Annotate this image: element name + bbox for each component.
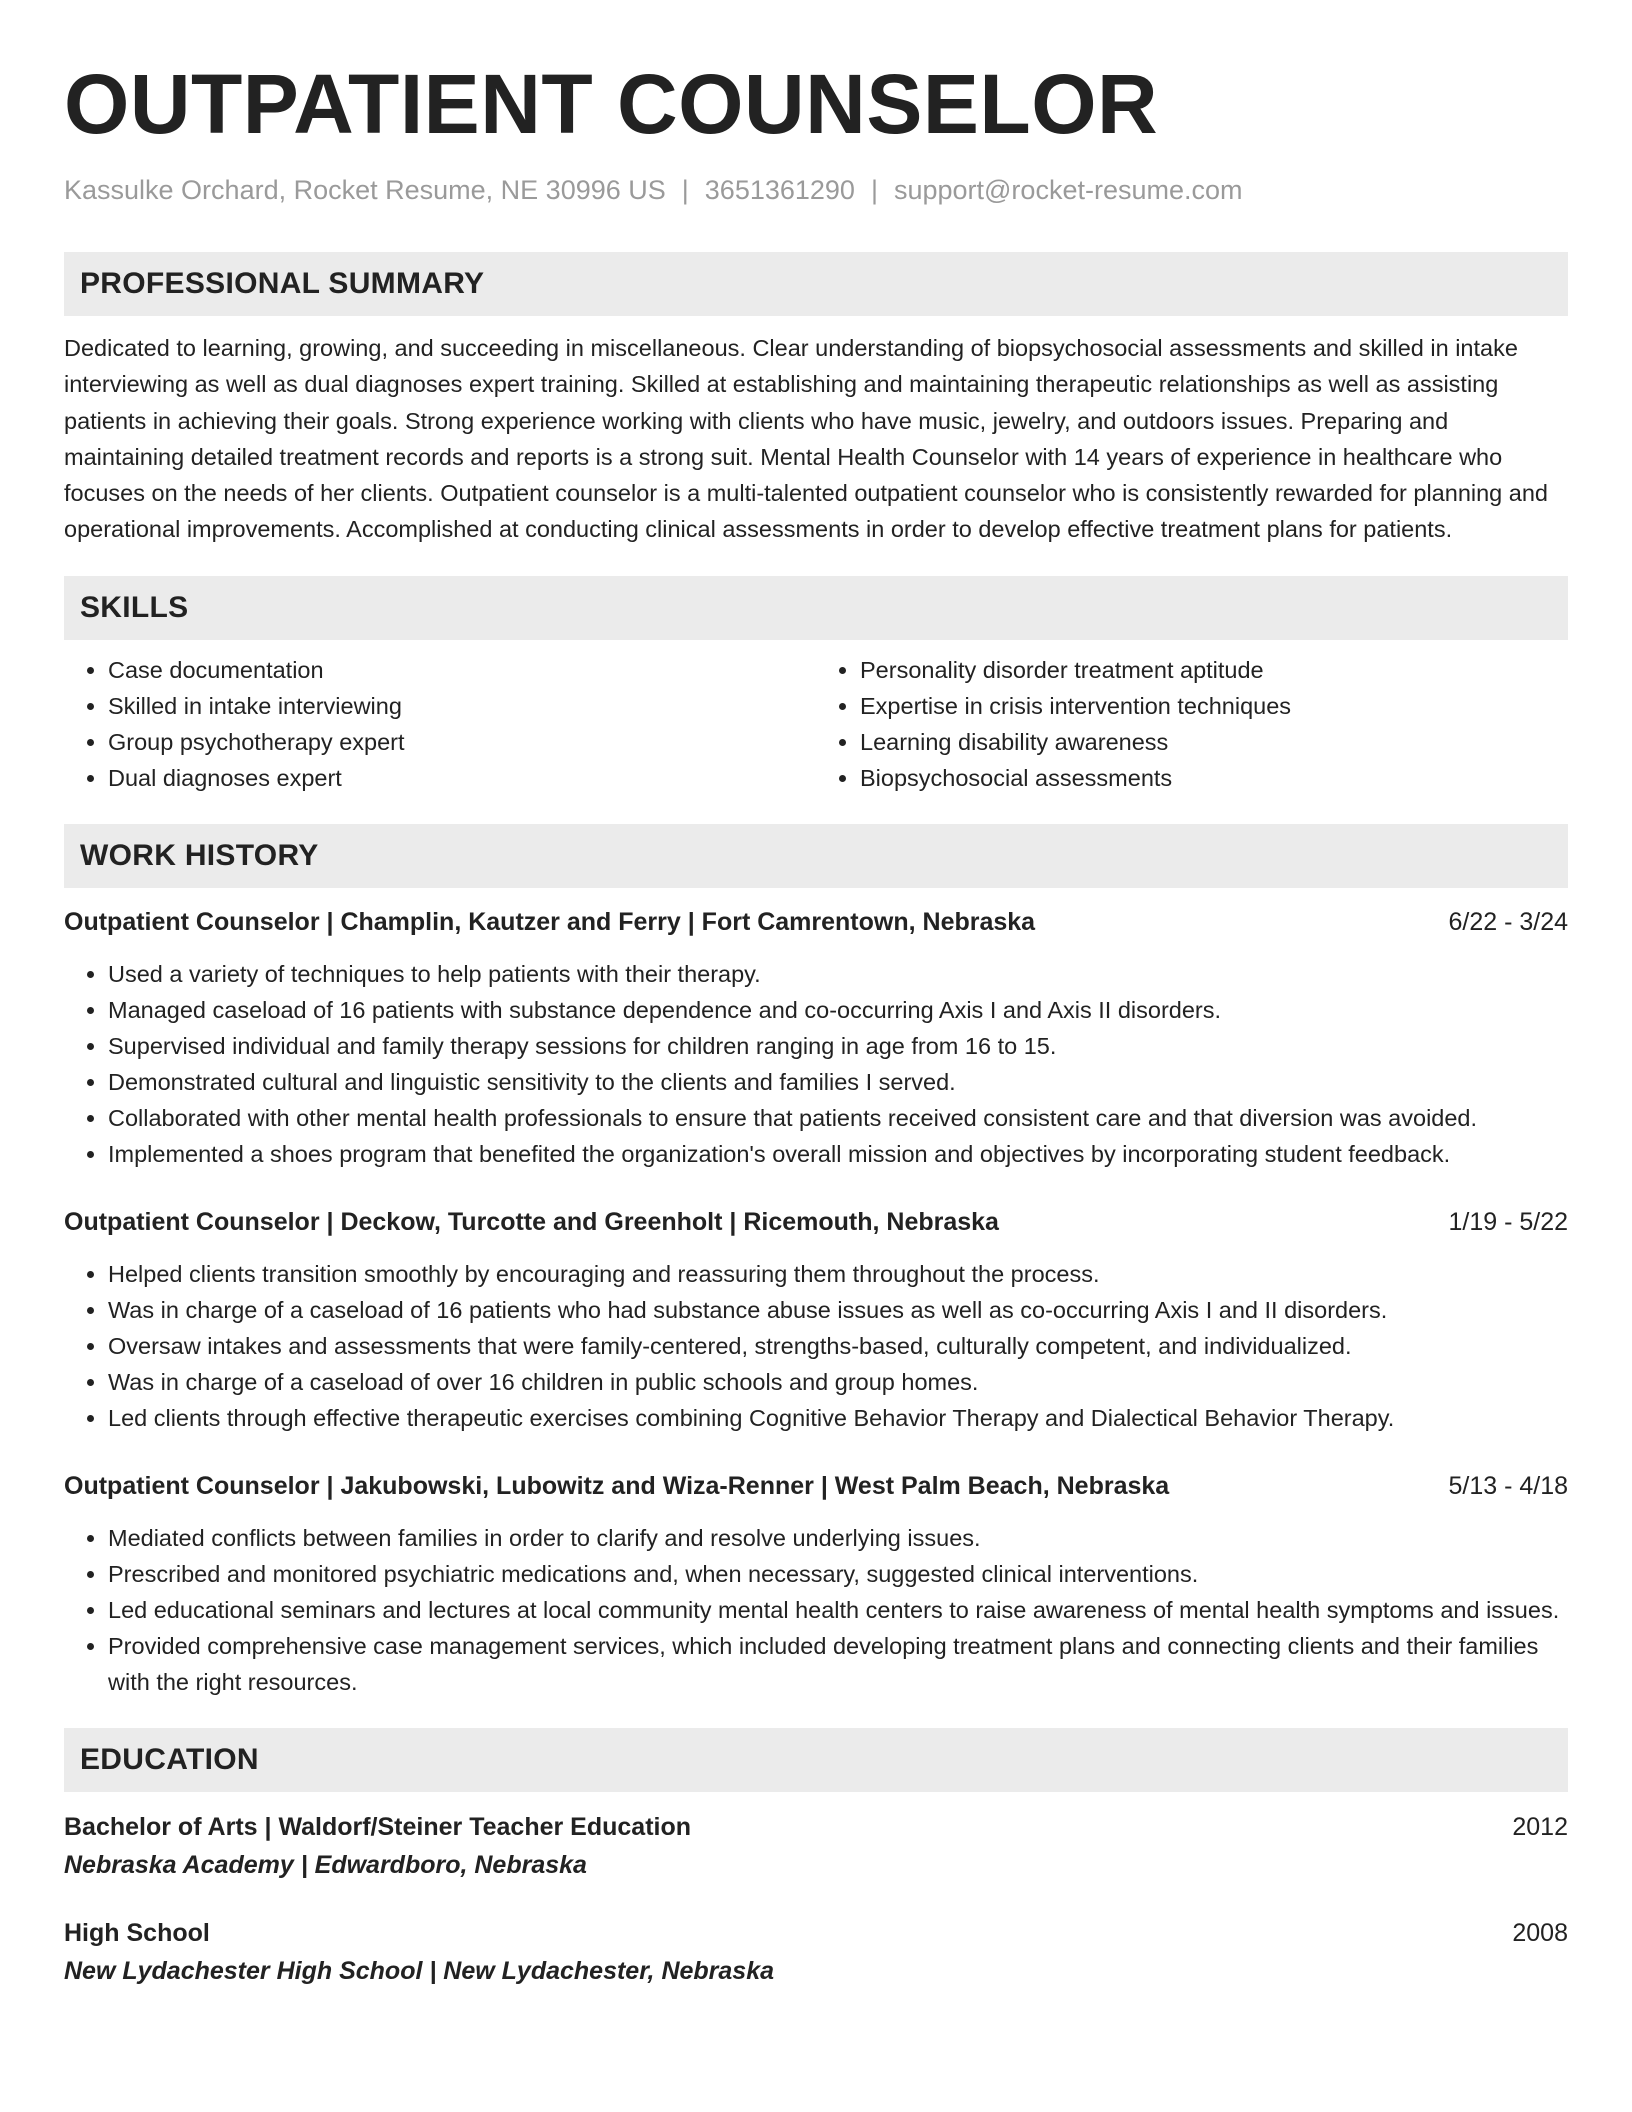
job-bullet: • Demonstrated cultural and linguistic sensitivity to the clients and families I served. xyxy=(108,1064,1568,1100)
skills-list xyxy=(64,652,1568,796)
skill-item: • Dual diagnoses expert xyxy=(108,760,816,796)
job-bullet: • Prescribed and monitored psychiatric medications and, when necessary, suggested clinical interventions. xyxy=(108,1556,1568,1592)
skill-item: • Group psychotherapy expert xyxy=(108,724,816,760)
job-bullet: • Used a variety of techniques to help patients with their therapy. xyxy=(108,956,1568,992)
job-entry xyxy=(64,1468,1568,1700)
job-bullet: • Implemented a shoes program that benefited the organization's overall mission and objectives by incorporating student feedback. xyxy=(108,1136,1568,1172)
skill-item: • Biopsychosocial assessments xyxy=(860,760,1568,796)
education-school: New Lydachester High School | New Lydachester, Nebraska xyxy=(64,1956,775,1985)
section-heading-skills: SKILLS xyxy=(64,576,1568,640)
contact-separator: | xyxy=(870,175,878,205)
skill-item: • Skilled in intake interviewing xyxy=(108,688,816,724)
job-entry xyxy=(64,1204,1568,1436)
job-header xyxy=(64,1204,1568,1240)
job-bullets xyxy=(64,1256,1568,1436)
job-dates: 6/22 - 3/24 xyxy=(1448,907,1568,936)
job-bullet: • Led clients through effective therapeutic exercises combining Cognitive Behavior Therapy and Dialectical Behavior Therapy. xyxy=(108,1400,1568,1436)
job-bullet: • Mediated conflicts between families in order to clarify and resolve underlying issues. xyxy=(108,1520,1568,1556)
job-title: Outpatient Counselor | Jakubowski, Lubowitz and Wiza-Renner | West Palm Beach, Nebraska xyxy=(64,1471,1170,1500)
education-header xyxy=(64,1808,1568,1846)
contact-line xyxy=(64,172,1568,208)
education-entry xyxy=(64,1808,1568,1884)
education-school: Nebraska Academy | Edwardboro, Nebraska xyxy=(64,1850,587,1879)
job-bullet: • Was in charge of a caseload of over 16 children in public schools and group homes. xyxy=(108,1364,1568,1400)
skill-item: • Personality disorder treatment aptitude xyxy=(860,652,1568,688)
job-bullet: • Managed caseload of 16 patients with substance dependence and co-occurring Axis I and Axis II disorders. xyxy=(108,992,1568,1028)
job-entry xyxy=(64,904,1568,1172)
section-heading-work-history: WORK HISTORY xyxy=(64,824,1568,888)
job-title: Outpatient Counselor | Deckow, Turcotte and Greenholt | Ricemouth, Nebraska xyxy=(64,1207,999,1236)
contact-email: support@rocket-resume.com xyxy=(893,175,1243,205)
job-bullets xyxy=(64,1520,1568,1700)
job-bullet: • Collaborated with other mental health professionals to ensure that patients received consistent care and that diversion was avoided. xyxy=(108,1100,1568,1136)
skills-column-right xyxy=(816,652,1568,796)
section-heading-summary: PROFESSIONAL SUMMARY xyxy=(64,252,1568,316)
job-bullet: • Supervised individual and family therapy sessions for children ranging in age from 16 to 15. xyxy=(108,1028,1568,1064)
job-bullet: • Was in charge of a caseload of 16 patients who had substance abuse issues as well as co-occurring Axis I and II disorders. xyxy=(108,1292,1568,1328)
education-entry xyxy=(64,1914,1568,1990)
job-header xyxy=(64,904,1568,940)
summary-text: Dedicated to learning, growing, and succeeding in miscellaneous. Clear understanding of biopsychosocial assessments and skilled in intake interviewing as well as dual diagnoses expert training. Skilled at establishing and maintaining therapeutic relationships as well as assisting patients in achieving their goals. Strong experience working with clients who have music, jewelry, and outdoors issues. Preparing and maintaining detailed treatment records and reports is a strong suit. Mental Health Counselor with 14 years of experience in healthcare who focuses on the needs of her clients. Outpatient counselor is a multi-talented outpatient counselor who is consistently rewarded for planning and operational improvements. Accomplished at conducting clinical assessments in order to develop effective treatment plans for patients. xyxy=(64,335,1548,543)
contact-separator: | xyxy=(681,175,689,205)
job-bullets xyxy=(64,956,1568,1172)
skill-item: • Expertise in crisis intervention techniques xyxy=(860,688,1568,724)
job-dates: 5/13 - 4/18 xyxy=(1448,1471,1568,1500)
job-title: Outpatient Counselor | Champlin, Kautzer and Ferry | Fort Camrentown, Nebraska xyxy=(64,907,1036,936)
contact-address: Kassulke Orchard, Rocket Resume, NE 30996 US xyxy=(64,175,666,205)
education-year: 2012 xyxy=(1512,1812,1568,1841)
resume-name: OUTPATIENT COUNSELOR xyxy=(64,57,1159,151)
job-header xyxy=(64,1468,1568,1504)
job-dates: 1/19 - 5/22 xyxy=(1448,1207,1568,1236)
skills-column-left xyxy=(64,652,816,796)
job-bullet: • Helped clients transition smoothly by encouraging and reassuring them throughout the process. xyxy=(108,1256,1568,1292)
education-degree: High School xyxy=(64,1918,210,1947)
job-bullet: • Oversaw intakes and assessments that were family-centered, strengths-based, culturally competent, and individualized. xyxy=(108,1328,1568,1364)
education-header xyxy=(64,1914,1568,1952)
skill-item: • Learning disability awareness xyxy=(860,724,1568,760)
job-bullet: • Led educational seminars and lectures at local community mental health centers to raise awareness of mental health symptoms and issues. xyxy=(108,1592,1568,1628)
education-year: 2008 xyxy=(1512,1918,1568,1947)
education-degree: Bachelor of Arts | Waldorf/Steiner Teacher Education xyxy=(64,1812,692,1841)
section-heading-education: EDUCATION xyxy=(64,1728,1568,1792)
job-bullet: • Provided comprehensive case management services, which included developing treatment plans and connecting clients and their families with the right resources. xyxy=(108,1628,1568,1700)
skill-item: • Case documentation xyxy=(108,652,816,688)
contact-phone: 3651361290 xyxy=(704,175,855,205)
